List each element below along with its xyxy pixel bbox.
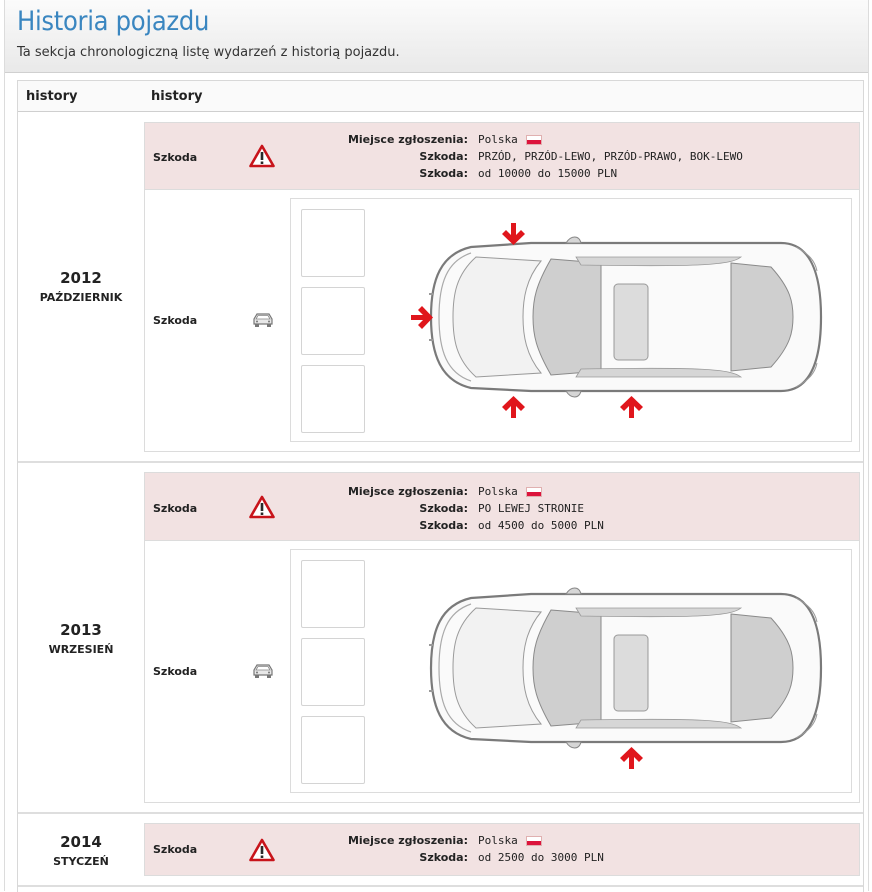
photo-placeholder[interactable] [301, 638, 365, 706]
info-value: od 4500 do 5000 PLN [478, 519, 604, 532]
damage-arrow-icon [502, 223, 525, 245]
info-key: Szkoda: [419, 150, 468, 163]
info-row [295, 519, 855, 534]
page-title: Historia pojazdu [17, 6, 210, 37]
event-month: STYCZEŃ [53, 855, 109, 868]
photo-placeholder[interactable] [301, 365, 365, 433]
report-country: Polska [478, 133, 518, 146]
info-value [478, 834, 542, 847]
info-row [295, 851, 855, 866]
car-icon [251, 310, 275, 330]
column-header-events: history [151, 89, 203, 104]
warning-triangle-icon [249, 144, 275, 168]
event-year: 2012 [60, 269, 102, 287]
event-date [18, 269, 144, 304]
car-diagram [290, 549, 852, 793]
info-key: Miejsce zgłoszenia: [347, 834, 468, 847]
photo-placeholder[interactable] [301, 209, 365, 277]
page-subtitle: Ta sekcja chronologiczną listę wydarzeń z historią pojazdu. [17, 45, 400, 60]
event-date [18, 833, 144, 868]
damage-arrow-icon [620, 747, 643, 769]
row-divider [18, 885, 863, 887]
event-header [145, 824, 859, 875]
damage-arrows [620, 747, 643, 769]
info-value [478, 485, 542, 498]
event-date [18, 621, 144, 656]
poland-flag-icon [526, 487, 542, 497]
event-month: WRZESIEŃ [48, 643, 114, 656]
info-value: PRZÓD, PRZÓD-LEWO, PRZÓD-PRAWO, BOK-LEWO [478, 150, 743, 163]
event-card [144, 472, 860, 803]
info-key: Szkoda: [419, 519, 468, 532]
damage-arrow-icon [620, 396, 643, 418]
row-divider [18, 812, 863, 814]
table-header [18, 81, 863, 112]
info-value: od 2500 do 3000 PLN [478, 851, 604, 864]
event-header [145, 123, 859, 190]
event-type-label: Szkoda [153, 314, 198, 327]
report-country: Polska [478, 485, 518, 498]
car-top-view [401, 550, 841, 790]
history-table [17, 80, 864, 892]
event-year: 2014 [60, 833, 102, 851]
event-diagram-row [145, 541, 859, 802]
damage-arrow-icon [411, 306, 433, 329]
info-key: Szkoda: [419, 502, 468, 515]
car-body [429, 588, 821, 748]
event-diagram-row [145, 190, 859, 451]
event-type-label: Szkoda [153, 843, 198, 856]
info-key: Miejsce zgłoszenia: [347, 485, 468, 498]
event-type-label: Szkoda [153, 665, 198, 678]
info-row [295, 150, 855, 165]
event-card [144, 122, 860, 452]
info-row [295, 167, 855, 182]
photo-placeholder[interactable] [301, 560, 365, 628]
info-value: PO LEWEJ STRONIE [478, 502, 584, 515]
info-value [478, 133, 542, 146]
photo-placeholder[interactable] [301, 287, 365, 355]
poland-flag-icon [526, 135, 542, 145]
info-row [295, 485, 855, 500]
info-row [295, 834, 855, 849]
info-row [295, 502, 855, 517]
warning-triangle-icon [249, 495, 275, 519]
section-header [5, 0, 868, 73]
column-header-date: history [26, 89, 78, 104]
car-top-view [401, 199, 841, 439]
event-type-label: Szkoda [153, 151, 198, 164]
event-year: 2013 [60, 621, 102, 639]
damage-arrow-icon [502, 396, 525, 418]
content-frame [4, 0, 869, 891]
event-month: PAŹDZIERNIK [39, 291, 123, 304]
info-key: Szkoda: [419, 167, 468, 180]
warning-triangle-icon [249, 838, 275, 862]
event-card [144, 823, 860, 876]
report-country: Polska [478, 834, 518, 847]
poland-flag-icon [526, 836, 542, 846]
info-value: od 10000 do 15000 PLN [478, 167, 618, 180]
row-divider [18, 461, 863, 463]
car-icon [251, 661, 275, 681]
car-diagram [290, 198, 852, 442]
event-type-label: Szkoda [153, 502, 198, 515]
info-key: Miejsce zgłoszenia: [347, 133, 468, 146]
event-header [145, 473, 859, 541]
info-row [295, 133, 855, 148]
info-key: Szkoda: [419, 851, 468, 864]
car-body [429, 237, 821, 397]
photo-placeholder[interactable] [301, 716, 365, 784]
